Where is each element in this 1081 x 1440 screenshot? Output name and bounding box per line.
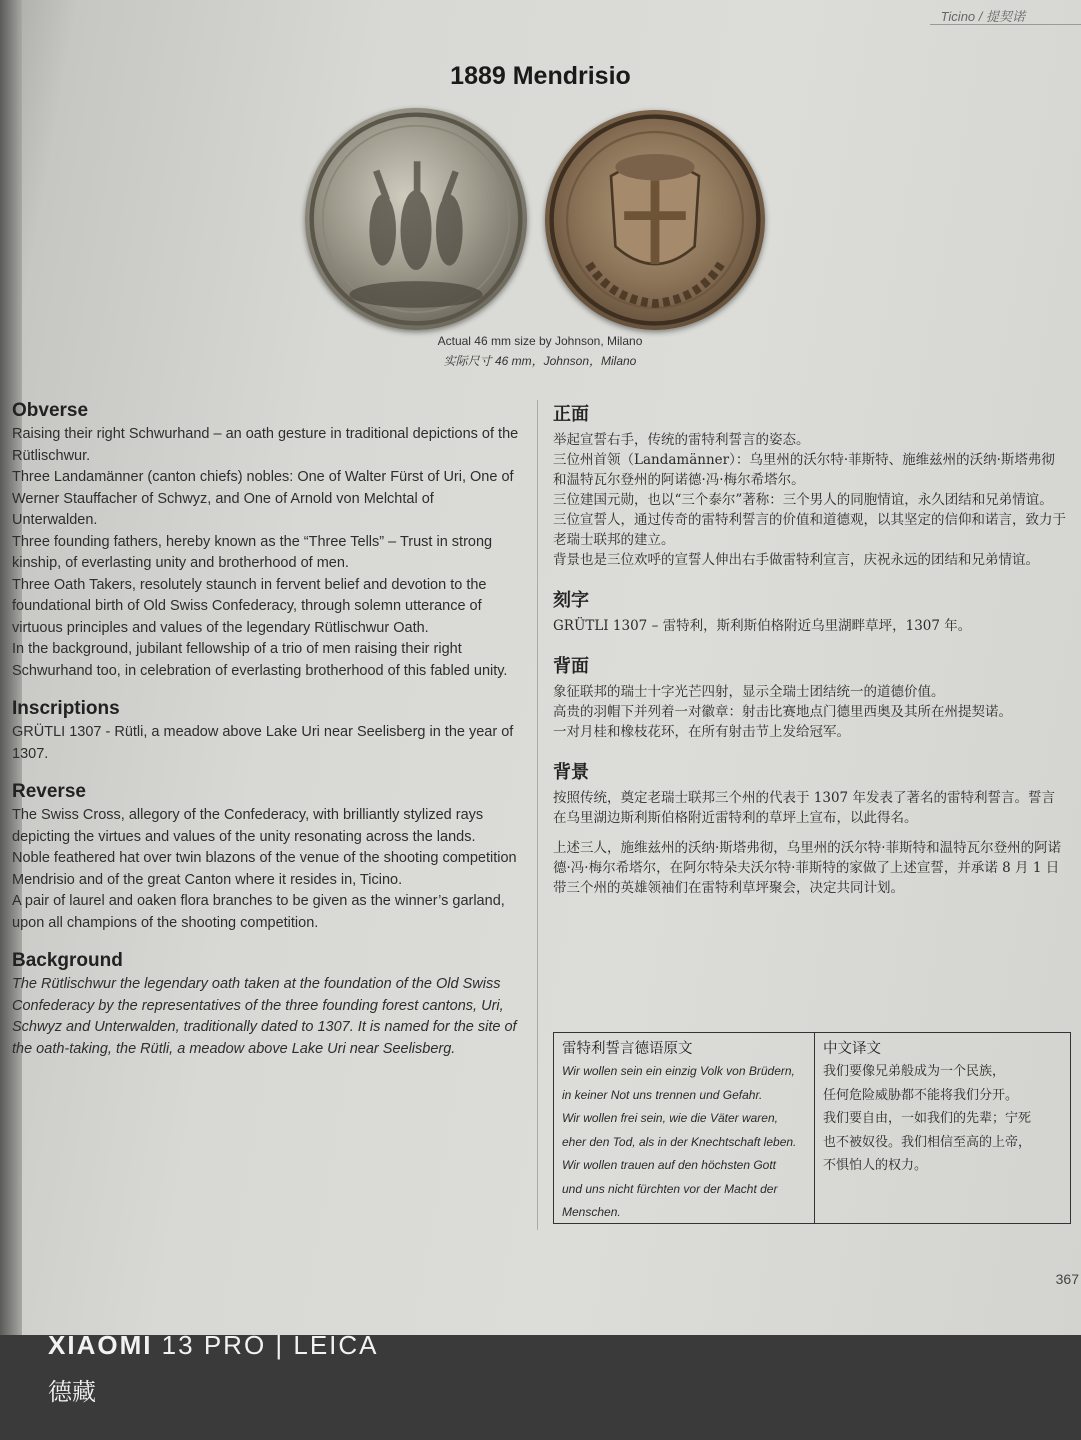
- background-section-en: [12, 950, 522, 1060]
- obverse-section-en: [12, 400, 522, 682]
- oath-german-column: [554, 1033, 815, 1223]
- paragraph: Raising their right Schwurhand – an oath gesture in traditional depictions of the Rütlischwur.: [12, 426, 519, 464]
- reverse-section-en: [12, 781, 522, 934]
- paragraph: Three Oath Takers, resolutely staunch in fervent belief and devotion to the foundational birth of Old Swiss Confederacy, through solemn utterance of virtuous principles and values of the legendary Rütlischwur Oath.: [12, 576, 487, 636]
- paragraph: GRÜTLI 1307 – 雷特利，斯利斯伯格附近乌里湖畔草坪，1307 年。: [553, 618, 972, 634]
- watermark-brand: XIAOMI: [48, 1330, 153, 1360]
- oath-line: 任何危险威胁都不能将我们分开。: [823, 1087, 1019, 1103]
- oath-line: eher den Tod, als in der Knechtschaft leben.: [562, 1134, 797, 1149]
- paragraph: 三位州首领（Landamänner）：乌里州的沃尔特·菲斯特、施维兹州的沃纳·斯塔弗彻和温特瓦尔登州的阿诺德·冯·梅尔希塔尔。: [553, 452, 1055, 488]
- inscriptions-section-en: [12, 698, 522, 765]
- inscriptions-section-zh: [553, 586, 1068, 636]
- image-caption-zh: 实际尺寸 46 mm，Johnson，Milano: [443, 354, 637, 368]
- section-heading: 刻字: [553, 590, 589, 611]
- section-heading: 背景: [553, 762, 589, 783]
- header-rule: [930, 24, 1081, 25]
- paragraph: 一对月桂和橡枝花环，在所有射击节上发给冠军。: [553, 724, 850, 740]
- section-heading: Obverse: [12, 400, 89, 421]
- section-heading: 背面: [553, 656, 589, 677]
- section-heading: Inscriptions: [12, 698, 120, 719]
- image-caption-en: Actual 46 mm size by Johnson, Milano: [437, 334, 643, 348]
- paragraph: 三位宣誓人，通过传奇的雷特利誓言的价值和道德观，以其坚定的信仰和诺言，致力于老瑞士联邦的建立。: [553, 512, 1066, 548]
- paragraph: Noble feathered hat over twin blazons of the venue of the shooting competition Mendrisio and of the great Canton where it resides in, Ticino.: [12, 850, 517, 888]
- paragraph: 高贵的羽帽下并列着一对徽章：射击比赛地点门德里西奥及其所在州提契诺。: [553, 704, 1012, 720]
- paragraph: In the background, jubilant fellowship of a trio of men raising their right Schwurhand too, in celebration of everlasting brotherhood of this fabled unity.: [12, 641, 508, 679]
- paragraph: A pair of laurel and oaken flora branches to be given as the winner’s garland, upon all champions of the shooting competition.: [12, 893, 505, 931]
- background-section-zh: [553, 758, 1068, 898]
- oath-line: Wir wollen sein ein einzig Volk von Brüdern,: [562, 1064, 795, 1078]
- oath-table: [553, 1032, 1071, 1224]
- medal-reverse-image: [545, 110, 765, 330]
- paragraph: 背景也是三位欢呼的宣誓人伸出右手做雷特利宣言，庆祝永远的团结和兄弟情谊。: [553, 552, 1039, 568]
- oath-line: Menschen.: [562, 1205, 621, 1219]
- oath-line: 我们要自由，一如我们的先辈；宁死: [823, 1111, 1032, 1126]
- paragraph: 象征联邦的瑞士十字光芒四射，显示全瑞士团结统一的道德价值。: [553, 684, 945, 700]
- oath-chinese-column: [815, 1033, 1070, 1223]
- reverse-section-zh: [553, 652, 1068, 742]
- oath-line: Wir wollen trauen auf den höchsten Gott: [562, 1158, 777, 1172]
- watermark-model: 13 PRO | LEICA: [152, 1330, 379, 1360]
- column-divider: [537, 400, 538, 1230]
- paragraph: 按照传统，奠定老瑞士联邦三个州的代表于 1307 年发表了著名的雷特利誓言。誓言在乌里湖边斯利斯伯格附近雷特利的草坪上宣布，以此得名。: [553, 790, 1055, 826]
- paragraph: The Swiss Cross, allegory of the Confederacy, with brilliantly stylized rays depicting the virtues and values of the unity resonating across the lands.: [12, 807, 484, 845]
- oath-line: und uns nicht fürchten vor der Macht der: [562, 1181, 778, 1196]
- obverse-section-zh: [553, 400, 1068, 570]
- page-title: 1889 Mendrisio: [450, 62, 631, 90]
- paragraph: Three founding fathers, hereby known as the “Three Tells” – Trust in strong kinship, of everlasting unity and brotherhood of men.: [12, 533, 493, 571]
- camera-watermark: [48, 1330, 379, 1361]
- paragraph: The Rütlischwur the legendary oath taken at the foundation of the Old Swiss Confederacy by the representatives of the three founding forest cantons, Uri, Schwyz and Unterwalden, traditionally dated to 1307. It is named for the site of the oath-taking, the Rütli, a meadow above Lake Uri near Seelisberg.: [12, 976, 517, 1057]
- paragraph: 举起宣誓右手，传统的雷特利誓言的姿态。: [553, 432, 810, 448]
- section-heading: Background: [12, 950, 123, 971]
- oath-chinese-heading: 中文译文: [823, 1041, 881, 1057]
- english-column: [12, 400, 522, 1076]
- chinese-column: [553, 400, 1068, 914]
- paragraph: Three Landamänner (canton chiefs) nobles: One of Walter Fürst of Uri, One of Werner Stauffacher of Schwyz, and One of Arnold von Melchtal of Unterwalden.: [12, 469, 514, 528]
- running-header: Ticino / 提契诺: [940, 9, 1025, 24]
- oath-line: 不惧怕人的权力。: [823, 1158, 928, 1173]
- paragraph: 三位建国元勋，也以“三个泰尔”著称：三个男人的同胞情谊，永久团结和兄弟情谊。: [553, 492, 1053, 508]
- oath-line: 我们要像兄弟般成为一个民族，: [823, 1064, 1006, 1079]
- paragraph: 上述三人，施维兹州的沃纳·斯塔弗彻，乌里州的沃尔特·菲斯特和温特瓦尔登州的阿诺德·冯·梅尔希塔尔，在阿尔特朵夫沃尔特·菲斯特的家做了上述宣誓，并承诺 8 月 1 日带三个州的英雄领袖们在雷特利草坪聚会，决定共同计划。: [553, 840, 1062, 896]
- oath-line: in keiner Not uns trennen und Gefahr.: [562, 1087, 763, 1102]
- medal-obverse-relief: [305, 108, 527, 330]
- medal-obverse-image: [305, 108, 527, 330]
- section-heading: 正面: [553, 404, 589, 425]
- page-number: 367: [1055, 1271, 1079, 1287]
- oath-german-heading: 雷特利誓言德语原文: [562, 1041, 693, 1057]
- medal-reverse-relief: [545, 110, 765, 330]
- oath-line: Wir wollen frei sein, wie die Väter waren,: [562, 1111, 778, 1125]
- watermark-owner: 德藏: [48, 1378, 96, 1406]
- section-heading: Reverse: [12, 781, 86, 802]
- paragraph: GRÜTLI 1307 - Rütli, a meadow above Lake Uri near Seelisberg in the year of 1307.: [12, 724, 514, 762]
- oath-line: 也不被奴役。我们相信至高的上帝，: [823, 1134, 1032, 1150]
